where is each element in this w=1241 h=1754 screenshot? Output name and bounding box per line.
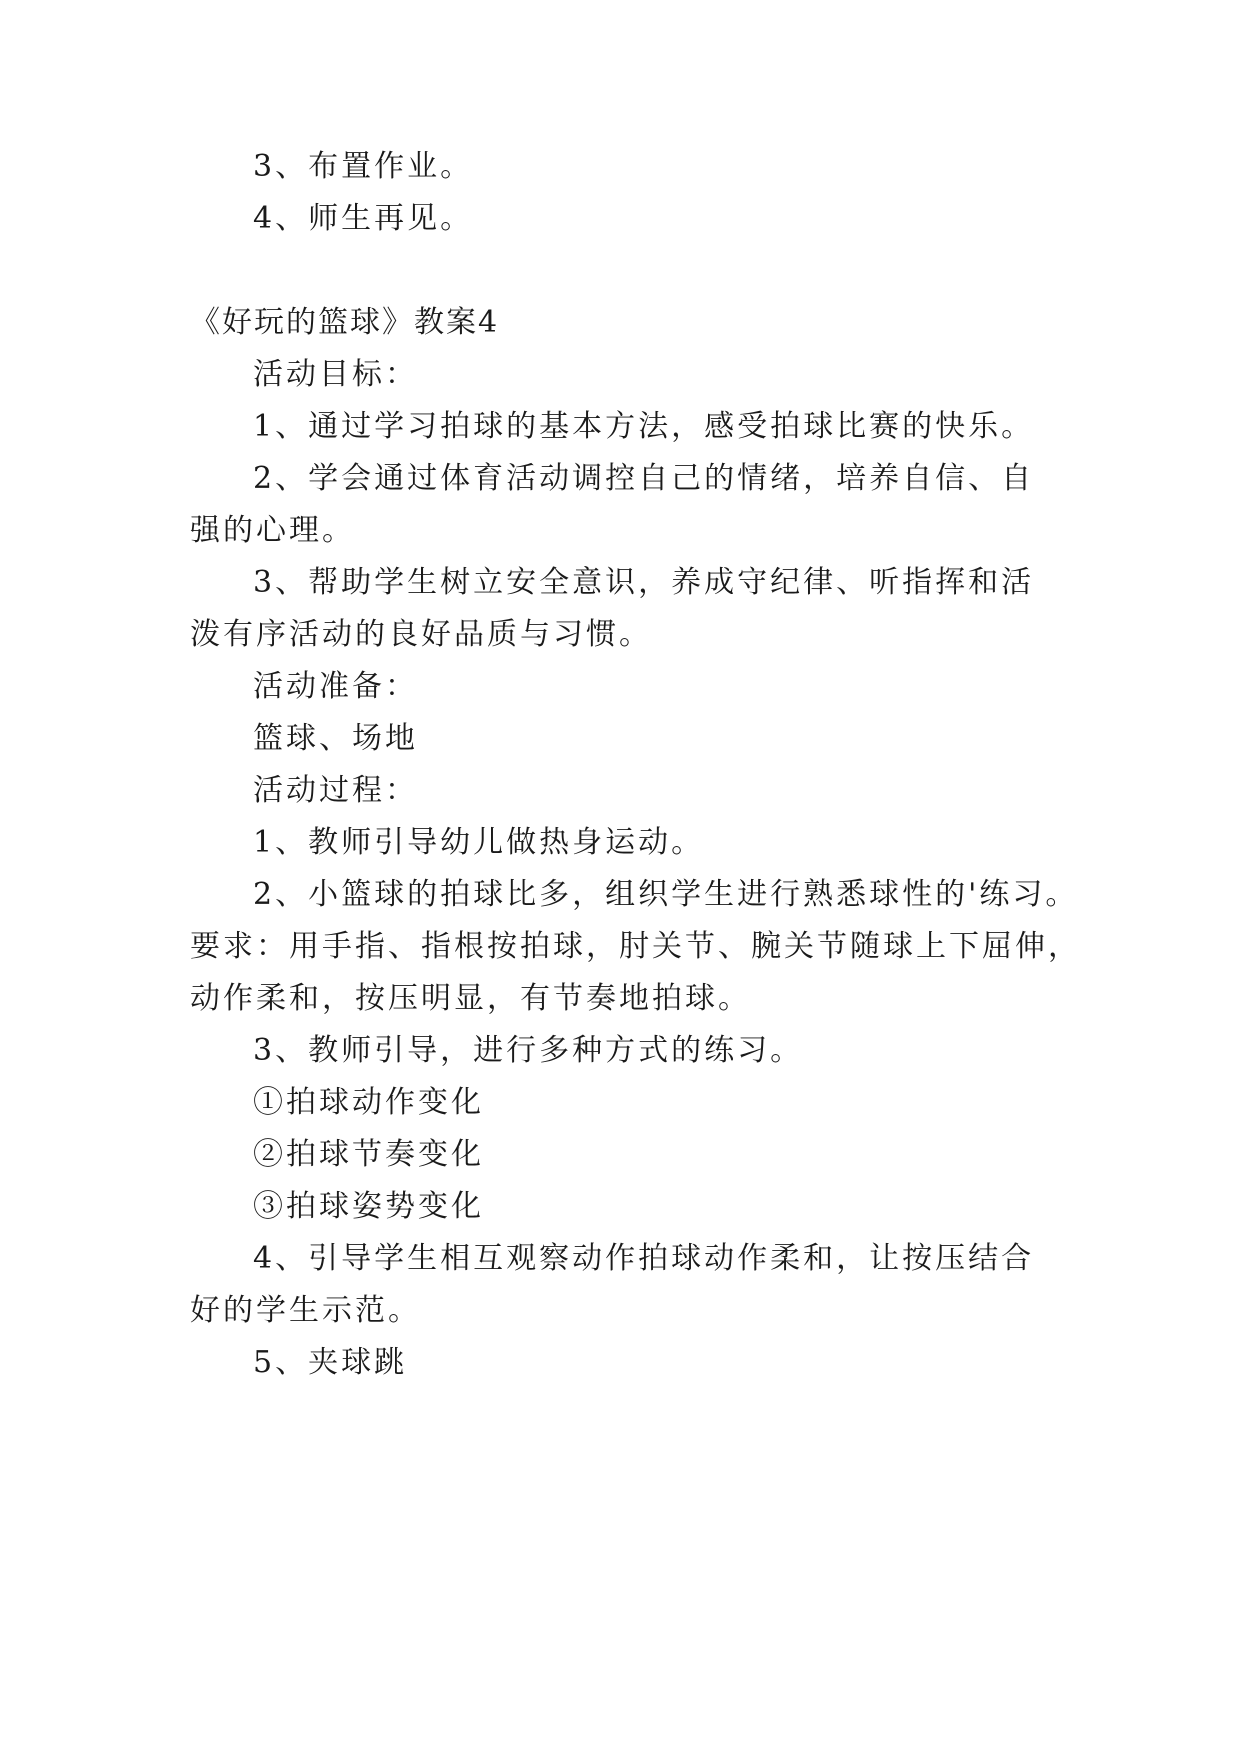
prev-step-4: 4、师生再见。 <box>253 201 474 236</box>
preparation-heading: 活动准备： <box>253 669 418 704</box>
process-step-1: 1、教师引导幼儿做热身运动。 <box>253 825 705 860</box>
variation-item: ③拍球姿势变化 <box>253 1189 484 1224</box>
process-step-4-line-1: 4、引导学生相互观察动作拍球动作柔和，让按压结合 <box>253 1241 1035 1276</box>
process-heading: 活动过程： <box>253 773 418 808</box>
objective-2-line-2: 强的心理。 <box>190 513 355 548</box>
objective-2-line-1: 2、学会通过体育活动调控自己的情绪，培养自信、自 <box>253 461 1035 496</box>
section-title: 《好玩的篮球》教案4 <box>190 305 500 340</box>
process-step-2-line-1: 2、小篮球的拍球比多，组织学生进行熟悉球性的'练习。 <box>253 877 1079 912</box>
process-step-2-line-2: 要求：用手指、指根按拍球，肘关节、腕关节随球上下屈伸， <box>190 929 1081 964</box>
objectives-heading: 活动目标： <box>253 357 418 392</box>
process-step-5: 5、夹球跳 <box>253 1345 408 1380</box>
process-step-3: 3、教师引导，进行多种方式的练习。 <box>253 1033 804 1068</box>
variation-item: ①拍球动作变化 <box>253 1085 484 1120</box>
preparation-items: 篮球、场地 <box>253 721 418 756</box>
process-step-2-line-3: 动作柔和，按压明显，有节奏地拍球。 <box>190 981 751 1016</box>
objective-3-line-1: 3、帮助学生树立安全意识，养成守纪律、听指挥和活 <box>253 565 1035 600</box>
objective-3-line-2: 泼有序活动的良好品质与习惯。 <box>190 617 652 652</box>
variation-item: ②拍球节奏变化 <box>253 1137 484 1172</box>
objective-1: 1、通过学习拍球的基本方法，感受拍球比赛的快乐。 <box>253 409 1035 444</box>
process-step-4-line-2: 好的学生示范。 <box>190 1293 421 1328</box>
prev-step-3: 3、布置作业。 <box>253 149 474 184</box>
